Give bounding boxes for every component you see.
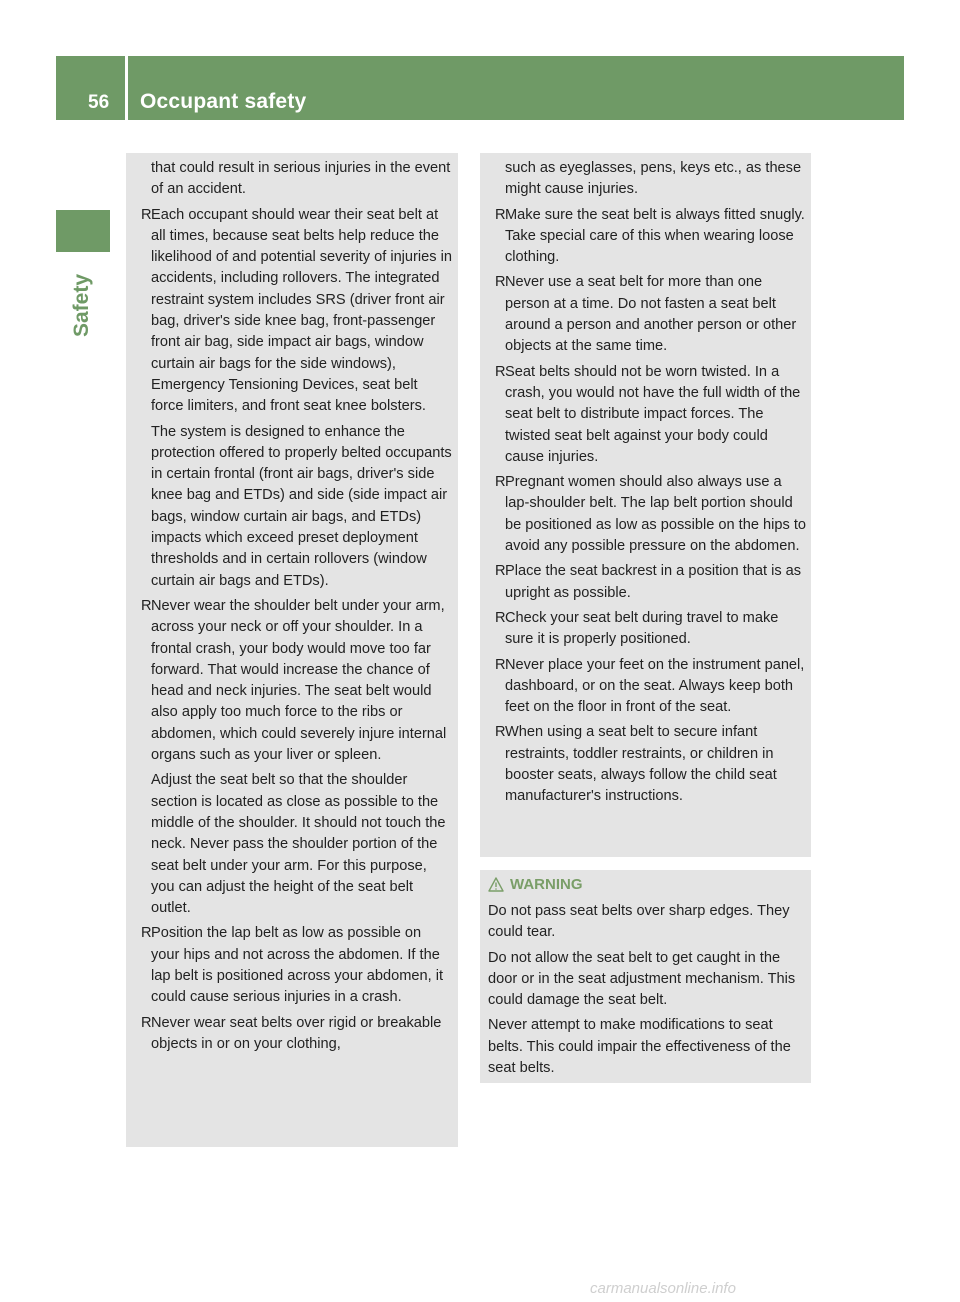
list-item-text: Never place your feet on the instrument panel, dashboard, or on the seat. Always keep both feet on the floor in front of the seat. [505, 656, 805, 716]
list-item [495, 362, 807, 468]
list-item-text: Each occupant should wear their seat belt at all times, because seat belts help reduce the likelihood of and potential severity of injuries in accidents, including rollovers. The integrated restraint system includes SRS (driver front air bag, driver's side knee bag, front-passenger front air bag, side impact air bags, window curtain air bags for the side windows), Emergency Tensioning Devices, seat belt force limiters, and front seat knee bolsters. [151, 206, 452, 415]
bullet-mark: R [495, 363, 506, 380]
list-item-text: The system is designed to enhance the protection offered to properly belted occupants in certain frontal (front air bags, driver's side knee bag and ETDs) and side (side impact air bags, window curtain air bags, and ETDs) impacts which exceed preset deployment thresholds and in certain rollovers (window curtain air bags and ETDs). [151, 423, 452, 589]
list-item-text: When using a seat belt to secure infant restraints, toddler restraints, or children in booster seats, always follow the child seat manufacturer's instructions. [505, 724, 777, 805]
list-item [495, 655, 807, 719]
warning-triangle-icon [488, 877, 504, 892]
left-column-panel [126, 153, 458, 1147]
left-column-text [141, 158, 453, 1059]
bullet-mark: R [495, 563, 506, 580]
list-item [141, 596, 453, 919]
list-item [495, 472, 807, 557]
header-divider [125, 56, 128, 120]
warning-paragraph: Do not allow the seat belt to get caught in the door or in the seat adjustment mechanism. This could damage the seat belt. [488, 949, 796, 1009]
warning-box [480, 870, 811, 1083]
list-item [495, 272, 807, 357]
watermark: carmanualsonline.info [590, 1280, 736, 1297]
bullet-mark: R [141, 206, 152, 223]
list-item [141, 923, 453, 1008]
bullet-mark: R [141, 597, 152, 614]
bullet-mark: R [495, 274, 506, 291]
warning-paragraph: Do not pass seat belts over sharp edges. They could tear. [488, 903, 790, 941]
list-item-text: Never wear the shoulder belt under your arm, across your neck or off your shoulder. In a frontal crash, your body would move too far forward. That would increase the chance of head and neck injuries. The seat belt would also apply too much force to the ribs or abdomen, which could severely injure internal organs such as your liver or spleen. [151, 597, 447, 764]
list-item [495, 205, 807, 269]
list-item-text: Never use a seat belt for more than one person at a time. Do not fasten a seat belt around a person and another person or other objects at the same time. [505, 274, 797, 355]
left-continuation: that could result in serious injuries in the event of an accident. [151, 160, 451, 198]
list-item-text: Seat belts should not be worn twisted. In a crash, you would not have the full width of the seat belt to distribute impact forces. The twisted seat belt against your body could cause injuries. [505, 363, 801, 465]
right-column-text [495, 158, 807, 812]
warning-text [488, 901, 808, 1083]
warning-heading [488, 876, 583, 893]
list-item [141, 1013, 453, 1056]
warning-heading-text: WARNING [510, 876, 583, 893]
bullet-mark: R [495, 656, 506, 673]
page-number: 56 [88, 92, 110, 113]
bullet-mark: R [495, 724, 506, 741]
list-item-text: Adjust the seat belt so that the shoulder section is located as close as possible to the middle of the shoulder. It should not touch the neck. Never pass the shoulder portion of the seat belt under your arm. For this purpose, you can adjust the height of the seat belt outlet. [151, 772, 446, 917]
list-item-text: Pregnant women should also always use a lap-shoulder belt. The lap belt portion should be positioned as low as possible on the hips to avoid any possible pressure on the abdomen. [505, 474, 806, 555]
warning-paragraph: Never attempt to make modifications to seat belts. This could impair the effectiveness of the seat belts. [488, 1017, 791, 1077]
right-column-panel [480, 153, 811, 857]
section-title: Occupant safety [140, 90, 307, 113]
list-item [495, 608, 807, 651]
bullet-mark: R [141, 925, 152, 942]
bullet-mark: R [141, 1014, 152, 1031]
bullet-mark: R [495, 206, 506, 223]
list-item-text: Check your seat belt during travel to make sure it is properly positioned. [505, 609, 779, 648]
list-item-text: Make sure the seat belt is always fitted snugly. Take special care of this when wearing loose clothing. [505, 206, 805, 266]
right-continuation: such as eyeglasses, pens, keys etc., as these might cause injuries. [505, 160, 802, 198]
list-item [141, 205, 453, 592]
list-item-text: Position the lap belt as low as possible on your hips and not across the abdomen. If the lap belt is positioned across your abdomen, it could cause serious injuries in a crash. [151, 925, 444, 1006]
side-tab-block [56, 210, 110, 252]
list-item-text: Never wear seat belts over rigid or breakable objects in or on your clothing, [151, 1014, 442, 1052]
side-tab-label: Safety [70, 273, 93, 337]
list-item [495, 722, 807, 807]
list-item [495, 561, 807, 604]
bullet-mark: R [495, 609, 506, 626]
bullet-mark: R [495, 474, 506, 491]
list-item-text: Place the seat backrest in a position that is as upright as possible. [505, 563, 802, 601]
